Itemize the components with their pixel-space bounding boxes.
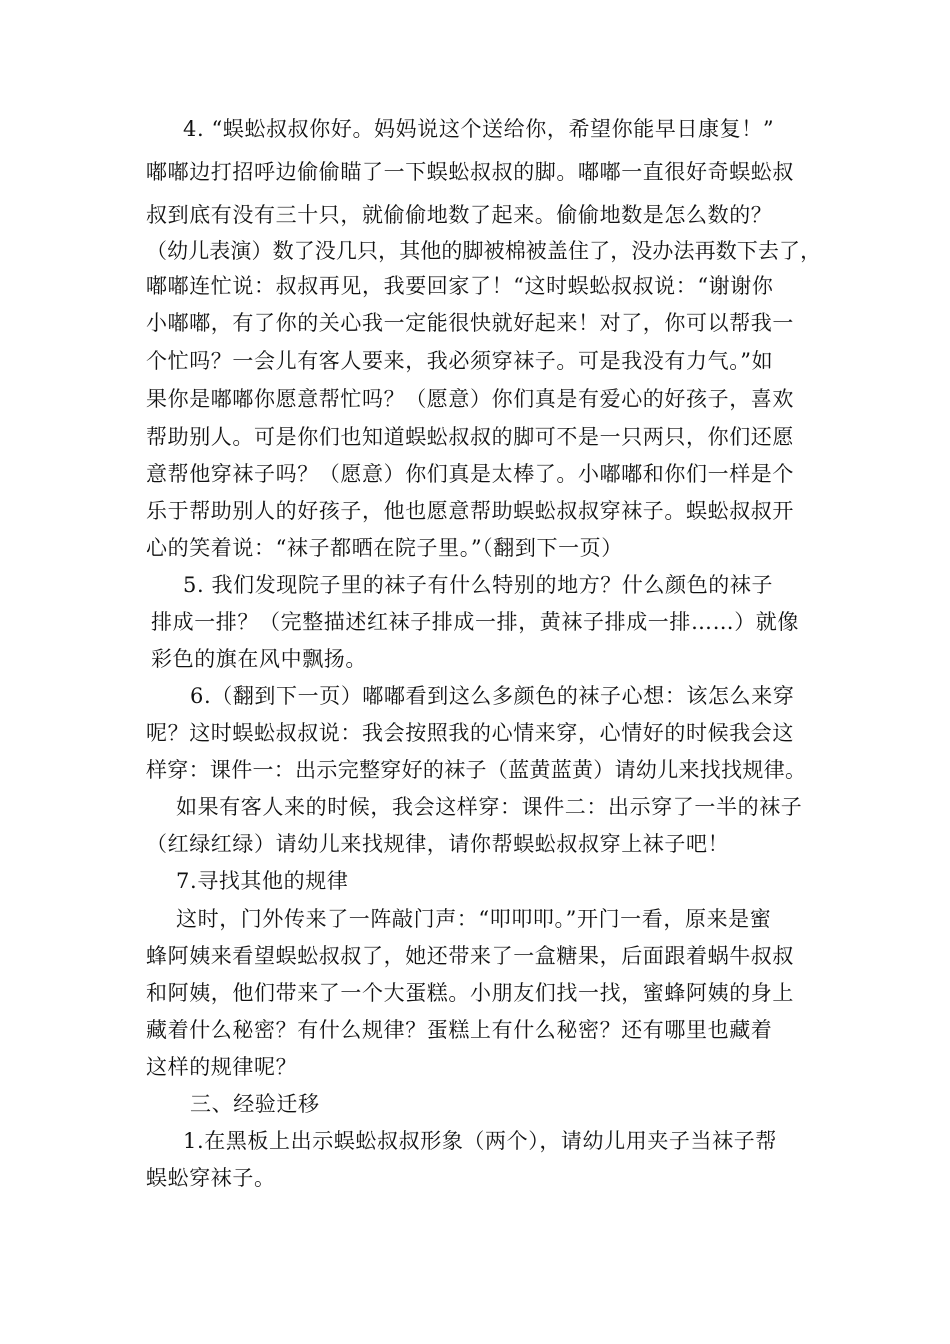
paragraph-5-line-3: 彩色的旗在风中飘扬。 (151, 647, 367, 671)
paragraph-8-line-2: 蜈蚣穿袜子。 (146, 1166, 276, 1190)
paragraph-7-line-2: 蜂阿姨来看望蜈蚣叔叔了，她还带来了一盒糖果，后面跟着蜗牛叔叔 (146, 944, 794, 968)
paragraph-4-line-11: 乐于帮助别人的好孩子，他也愿意帮助蜈蚣叔叔穿袜子。蜈蚣叔叔开 (146, 499, 794, 523)
paragraph-6-line-3: 样穿：课件一：出示完整穿好的袜子（蓝黄蓝黄）请幼儿来找找规律。 (146, 758, 807, 782)
section-3-heading: 三、经验迁移 (190, 1092, 320, 1116)
section-7-heading: 7.寻找其他的规律 (176, 869, 349, 893)
paragraph-7-line-3: 和阿姨，他们带来了一个大蛋糕。小朋友们找一找，蜜蜂阿姨的身上 (146, 981, 794, 1005)
paragraph-4-line-3: 叔到底有没有三十只，就偷偷地数了起来。偷偷地数是怎么数的？ (146, 203, 773, 227)
paragraph-4-line-8: 果你是嘟嘟你愿意帮忙吗？（愿意）你们真是有爱心的好孩子，喜欢 (146, 387, 794, 411)
paragraph-7-line-5: 这样的规律呢？ (146, 1055, 298, 1079)
paragraph-6-line-5: （红绿红绿）请幼儿来找规律，请你帮蜈蚣叔叔穿上袜子吧！ (146, 832, 730, 856)
paragraph-7-line-1: 这时，门外传来了一阵敲门声：“叩叩叩。”开门一看，原来是蜜 (176, 907, 772, 931)
paragraph-6-line-4: 如果有客人来的时候，我会这样穿：课件二：出示穿了一半的袜子 (176, 795, 803, 819)
paragraph-4-line-10: 意帮他穿袜子吗？（愿意）你们真是太棒了。小嘟嘟和你们一样是个 (146, 462, 794, 486)
paragraph-5-line-2: 排成一排？（完整描述红袜子排成一排，黄袜子排成一排……）就像 (151, 610, 799, 634)
paragraph-7-line-4: 藏着什么秘密？有什么规律？蛋糕上有什么秘密？还有哪里也藏着 (146, 1018, 773, 1042)
paragraph-4-line-5: 嘟嘟连忙说：叔叔再见，我要回家了！“这时蜈蚣叔叔说：“谢谢你 (146, 274, 774, 298)
paragraph-4-line-1: 4. “蜈蚣叔叔你好。妈妈说这个送给你，希望你能早日康复！” (183, 117, 775, 141)
paragraph-4-line-4: （幼儿表演）数了没几只，其他的脚被棉被盖住了，没办法再数下去了， (146, 239, 822, 263)
paragraph-4-line-7: 个忙吗？一会儿有客人要来，我必须穿袜子。可是我没有力气。”如 (146, 349, 774, 373)
paragraph-4-line-6: 小嘟嘟，有了你的关心我一定能很快就好起来！对了，你可以帮我一 (146, 311, 794, 335)
paragraph-4-line-12: 心的笑着说：“袜子都晒在院子里。”（翻到下一页） (146, 536, 623, 560)
paragraph-4-line-2: 嘟嘟边打招呼边偷偷瞄了一下蜈蚣叔叔的脚。嘟嘟一直很好奇蜈蚣叔 (146, 160, 794, 184)
paragraph-6-line-1: 6.（翻到下一页）嘟嘟看到这么多颜色的袜子心想：该怎么来穿 (190, 684, 795, 708)
paragraph-5-line-1: 5. 我们发现院子里的袜子有什么特别的地方？什么颜色的袜子 (183, 573, 774, 597)
paragraph-4-line-9: 帮助别人。可是你们也知道蜈蚣叔叔的脚可不是一只两只，你们还愿 (146, 425, 794, 449)
paragraph-8-line-1: 1.在黑板上出示蜈蚣叔叔形象（两个），请幼儿用夹子当袜子帮 (183, 1129, 777, 1153)
paragraph-6-line-2: 呢？这时蜈蚣叔叔说：我会按照我的心情来穿，心情好的时候我会这 (146, 721, 794, 745)
